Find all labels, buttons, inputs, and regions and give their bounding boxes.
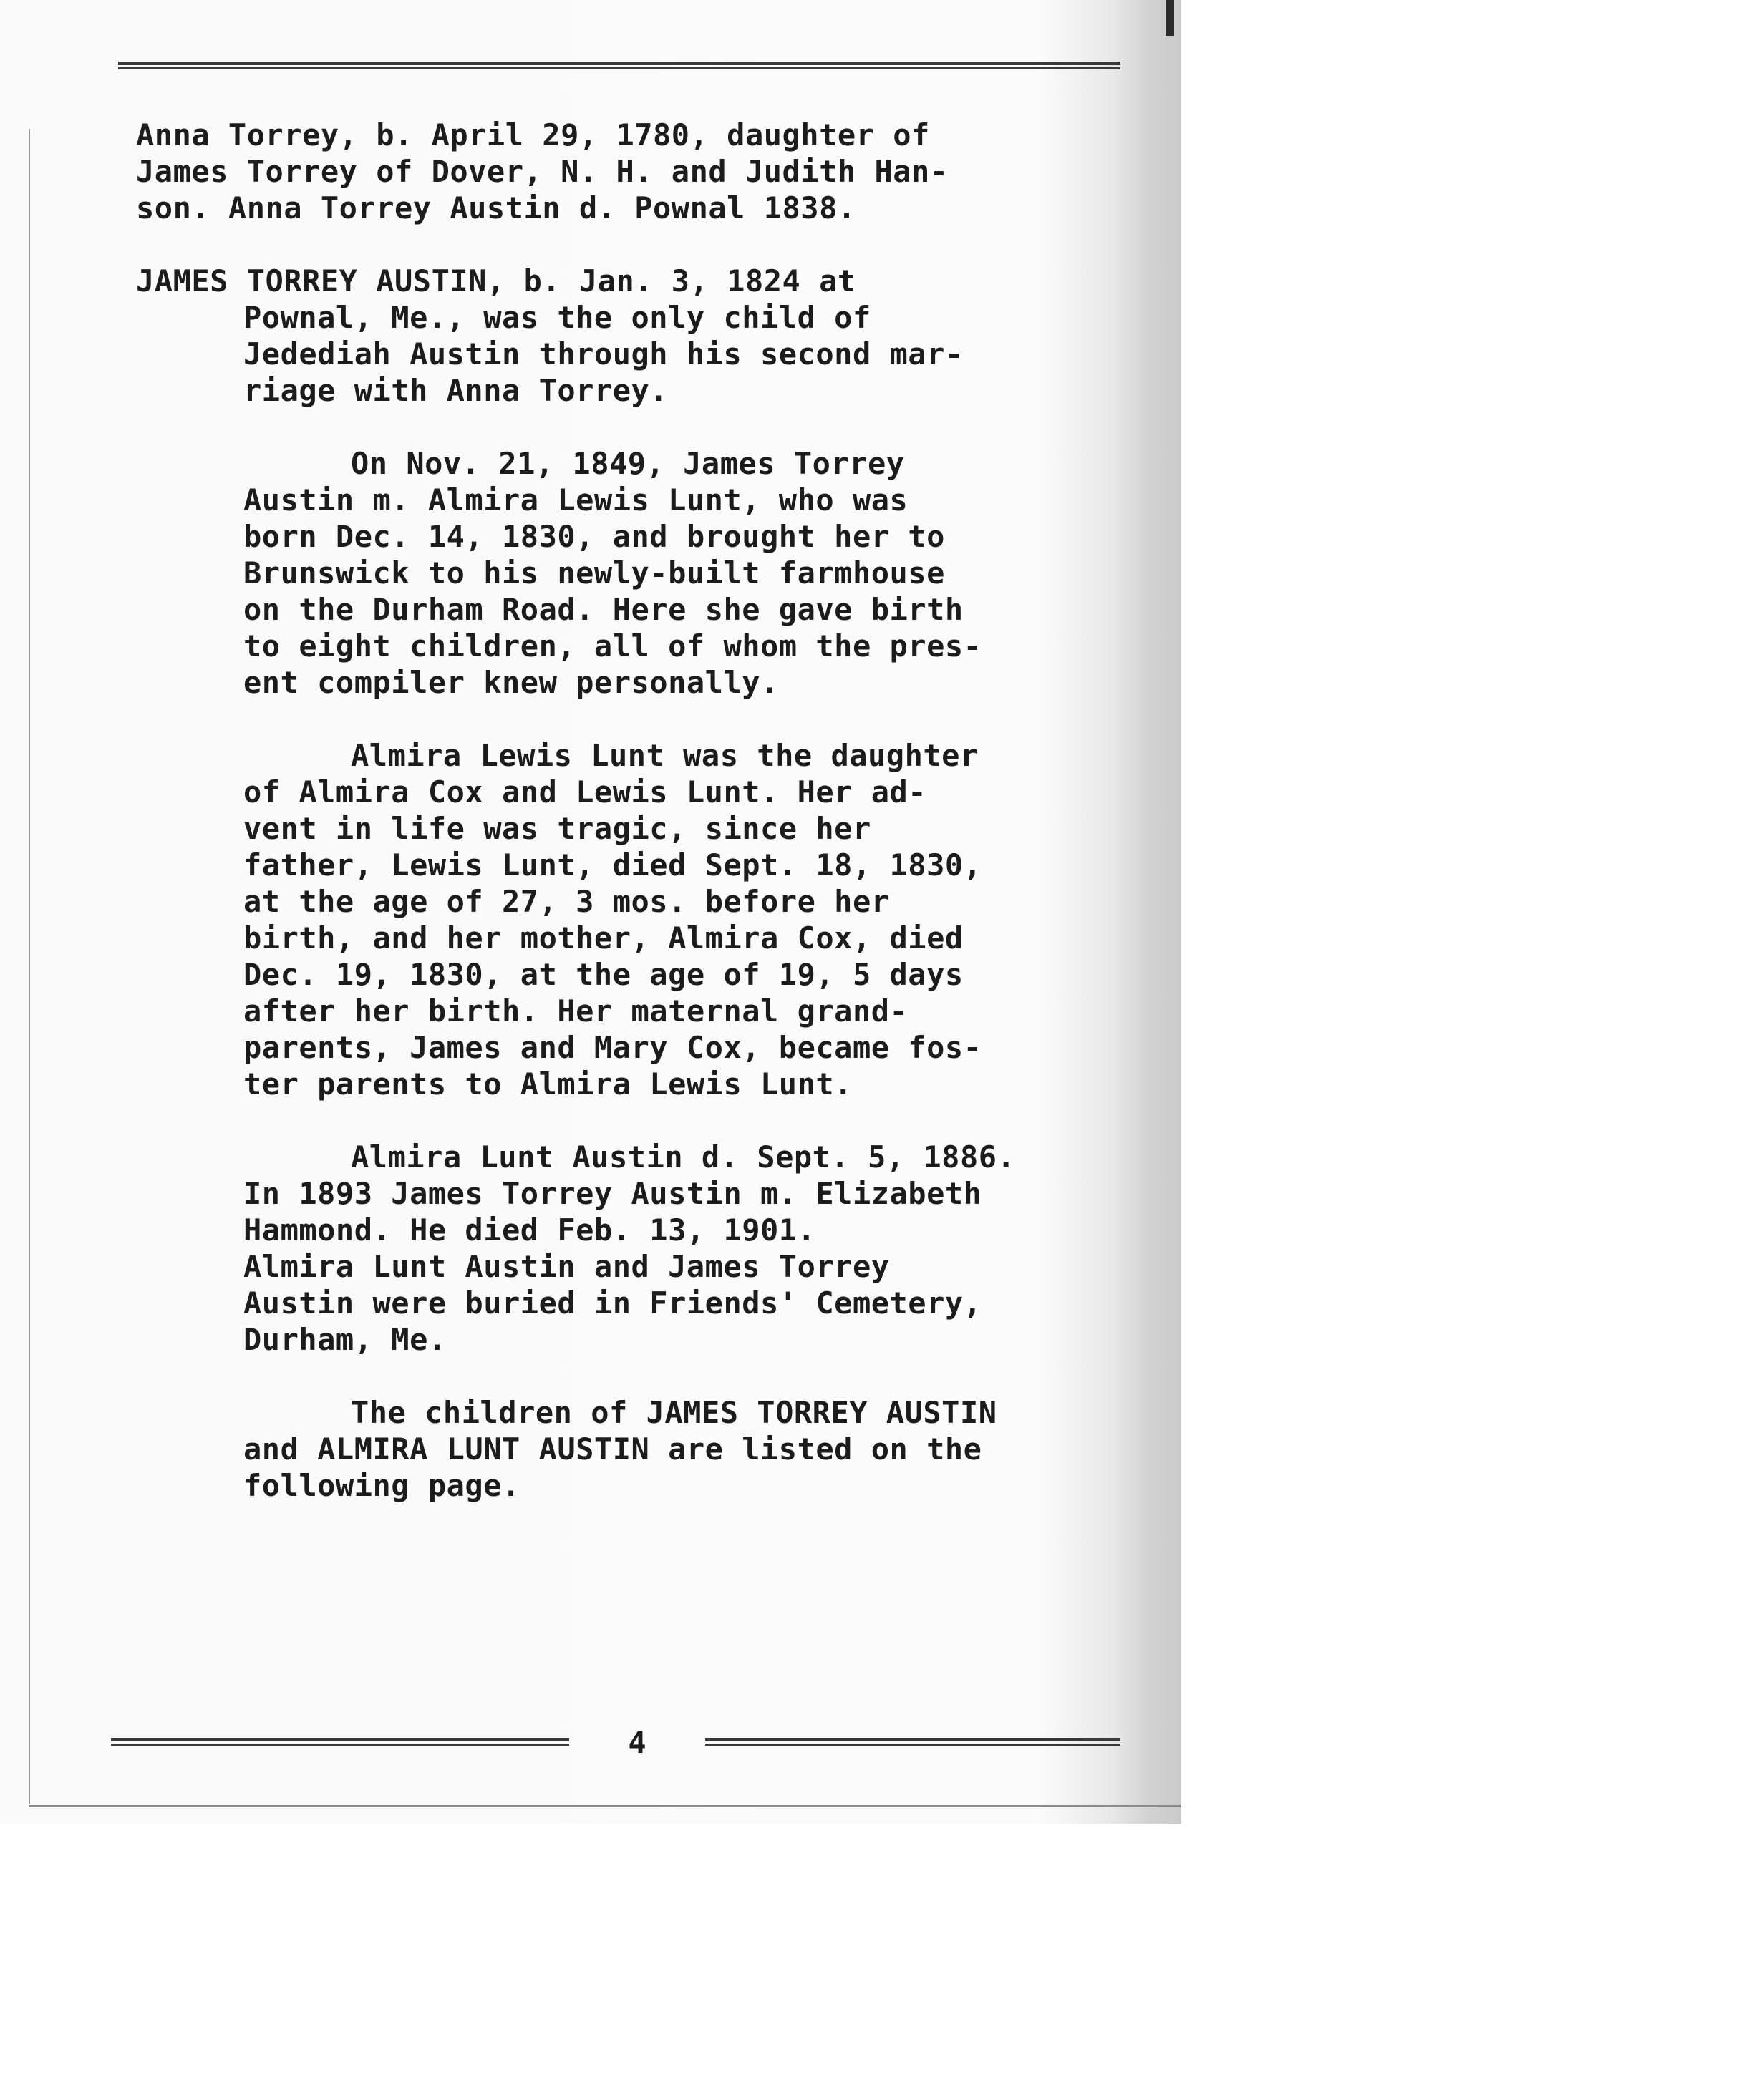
text-line: following page. (243, 1468, 520, 1503)
text-line: born Dec. 14, 1830, and brought her to (243, 519, 945, 554)
paragraph-marriage (136, 445, 1138, 701)
text-line: father, Lewis Lunt, died Sept. 18, 1830, (243, 847, 982, 883)
paragraph-james-torrey-austin (136, 263, 1138, 409)
text-line: Austin m. Almira Lewis Lunt, who was (243, 482, 909, 517)
top-double-rule (118, 62, 1120, 70)
paragraph-deaths-burial (136, 1139, 1138, 1358)
text-line: vent in life was tragic, since her (243, 811, 871, 846)
text-line: The children of JAMES TORREY AUSTIN (351, 1395, 997, 1430)
text-line: at the age of 27, 3 mos. before her (243, 884, 890, 919)
text-line: son. Anna Torrey Austin d. Pownal 1838. (136, 190, 856, 225)
page-bottom-edge (29, 1805, 1181, 1807)
paragraph-children-note (136, 1394, 1138, 1504)
text-line: after her birth. Her maternal grand- (243, 993, 909, 1029)
text-line: riage with Anna Torrey. (243, 373, 669, 408)
page-body (136, 117, 1138, 1540)
text-line: On Nov. 21, 1849, James Torrey (351, 446, 905, 481)
text-line: ter parents to Almira Lewis Lunt. (243, 1066, 853, 1102)
text-line: Brunswick to his newly-built farmhouse (243, 555, 945, 590)
bottom-right-double-rule (705, 1738, 1120, 1746)
bottom-left-double-rule (111, 1738, 569, 1746)
text-line: Durham, Me. (243, 1322, 447, 1357)
paragraph-almira-lewis-lunt (136, 737, 1138, 1102)
text-line: Almira Lunt Austin d. Sept. 5, 1886. (351, 1139, 1016, 1175)
text-line: birth, and her mother, Almira Cox, died (243, 920, 964, 956)
text-line: Austin were buried in Friends' Cemetery, (243, 1285, 982, 1321)
text-line: to eight children, all of whom the pres- (243, 628, 982, 663)
text-line: ent compiler knew personally. (243, 665, 779, 700)
text-line: Jedediah Austin through his second mar- (243, 336, 964, 371)
text-line: of Almira Cox and Lewis Lunt. Her ad- (243, 774, 927, 810)
text-line: and ALMIRA LUNT AUSTIN are listed on the (243, 1431, 982, 1467)
page-left-edge (29, 129, 30, 1804)
text-line: on the Durham Road. Here she gave birth (243, 592, 964, 627)
text-line: JAMES TORREY AUSTIN, b. Jan. 3, 1824 at (136, 263, 856, 298)
text-line: In 1893 James Torrey Austin m. Elizabeth (243, 1176, 982, 1211)
page-number: 4 (628, 1725, 646, 1760)
text-line: James Torrey of Dover, N. H. and Judith Han- (136, 154, 949, 189)
text-line: Anna Torrey, b. April 29, 1780, daughter of (136, 117, 930, 152)
paragraph-anna-torrey (136, 117, 1138, 226)
scan-corner-mark (1166, 0, 1174, 36)
text-line: parents, James and Mary Cox, became fos- (243, 1030, 982, 1065)
text-line: Almira Lewis Lunt was the daughter (351, 738, 979, 773)
text-line: Dec. 19, 1830, at the age of 19, 5 days (243, 957, 964, 992)
text-line: Almira Lunt Austin and James Torrey (243, 1249, 890, 1284)
text-line: Pownal, Me., was the only child of (243, 300, 871, 335)
text-line: Hammond. He died Feb. 13, 1901. (243, 1212, 816, 1248)
